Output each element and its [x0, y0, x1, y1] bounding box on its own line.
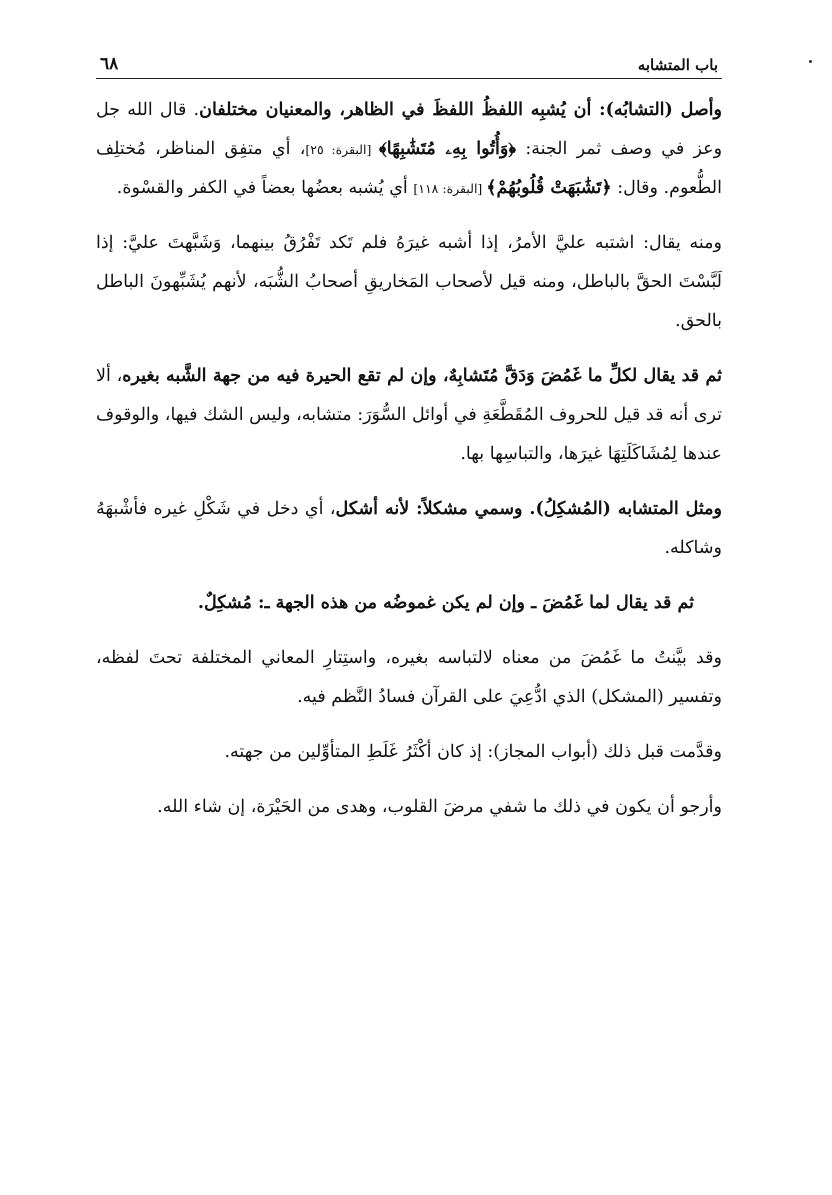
text-run: . قال الله جل وعز في وصف ثمر الجنة:: [96, 100, 723, 159]
paragraph-6: [96, 639, 722, 717]
text-run: أي يُشبه بعضُها بعضاً في الكفر والقسْوة.: [116, 178, 414, 198]
quran-quote: ﴿تَشَٰبَهَتْ قُلُوبُهُمْ﴾: [486, 178, 612, 198]
bold-text-run: ثم قد يقال لكلِّ ما غَمُضَ وَدَقَّ مُتَشابِهٌ، وإن لم تقع الحيرة فيه من جهة الشَّبه بغيره: [122, 366, 722, 386]
quran-quote: ﴿وَأُتُوا بِهِۦ مُتَشَٰبِهًا﴾: [379, 139, 517, 159]
chapter-title: باب المتشابه: [637, 56, 718, 74]
text-run: وقدَّمت قبل ذلك (أبواب المجاز): إذ كان أكْثَرُ غَلَطِ المتأوِّلين من جهته.: [224, 742, 722, 762]
bold-text-run: ومثل المتشابه (المُشكِلُ). وسمي مشكلاً: لأنه أشكل: [335, 499, 722, 519]
paragraph-5: [96, 584, 722, 623]
paragraph-4: [96, 490, 722, 568]
bold-text-run: وأصل (التشابُه): أن يُشبِه اللفظُ اللفظَ في الظاهر، والمعنيان مختلفان: [199, 100, 722, 120]
quran-reference: [البقرة: ٢٥]: [305, 142, 380, 157]
page-number: ٦٨: [100, 54, 119, 74]
text-run: ، ألا ترى أنه قد قيل للحروف المُقَطَّعَةِ في أوائل السُّوَرَ: متشابه، وليس الشك فيها، والوقوف عندها لِمُشَاكَلَتِهَا غيرَها، والتباسِها بها.: [96, 366, 722, 464]
text-run: وقد بيَّنتُ ما غَمُضَ من معناه لالتباسه بغيره، واستِتارِ المعاني المختلفة تحتَ لفظه، وتفسير (المشكل) الذي ادُّعِيَ على القرآن فسادُ النَّظم فيه.: [96, 648, 722, 707]
text-run: ومنه يقال: اشتبه عليَّ الأمرُ، إذا أشبه غيرَهُ فلم تَكد تَفْرُقُ بينهما، وَشَبَّهتَ عليَّ: إذا لَبَّسْتَ الحقَّ بالباطل، ومنه قيل لأصحاب المَخاريقِ أصحابُ الشُّبَه، لأنهم يُشَبِّهونَ الباطل بالحق.: [96, 233, 722, 331]
paragraph-3: [96, 357, 722, 474]
paragraph-1: [96, 91, 722, 208]
scan-mark: [809, 60, 812, 63]
paragraph-8: [96, 788, 722, 827]
text-run: وأرجو أن يكون في ذلك ما شفي مرضَ القلوب، وهدى من الحَيْرَة، إن شاء الله.: [157, 797, 722, 817]
paragraph-2: [96, 224, 722, 341]
text-run: ، أي دخل في شَكْلِ غيره فأشْبهَهُ وشاكله.: [96, 499, 722, 558]
quran-reference: [البقرة: ١١٨]: [413, 181, 487, 196]
text-run: ، أي متفِق المناظر، مُختلِف الطُّعوم. وقال:: [96, 139, 722, 198]
bold-text-run: ثم قد يقال لما غَمُضَ ـ وإن لم يكن غموضُه من هذه الجهة ـ: مُشكِلٌ.: [197, 593, 694, 613]
running-header: [96, 44, 722, 79]
body-text: [96, 91, 722, 827]
paragraph-7: [96, 733, 722, 772]
book-page: [96, 44, 722, 843]
